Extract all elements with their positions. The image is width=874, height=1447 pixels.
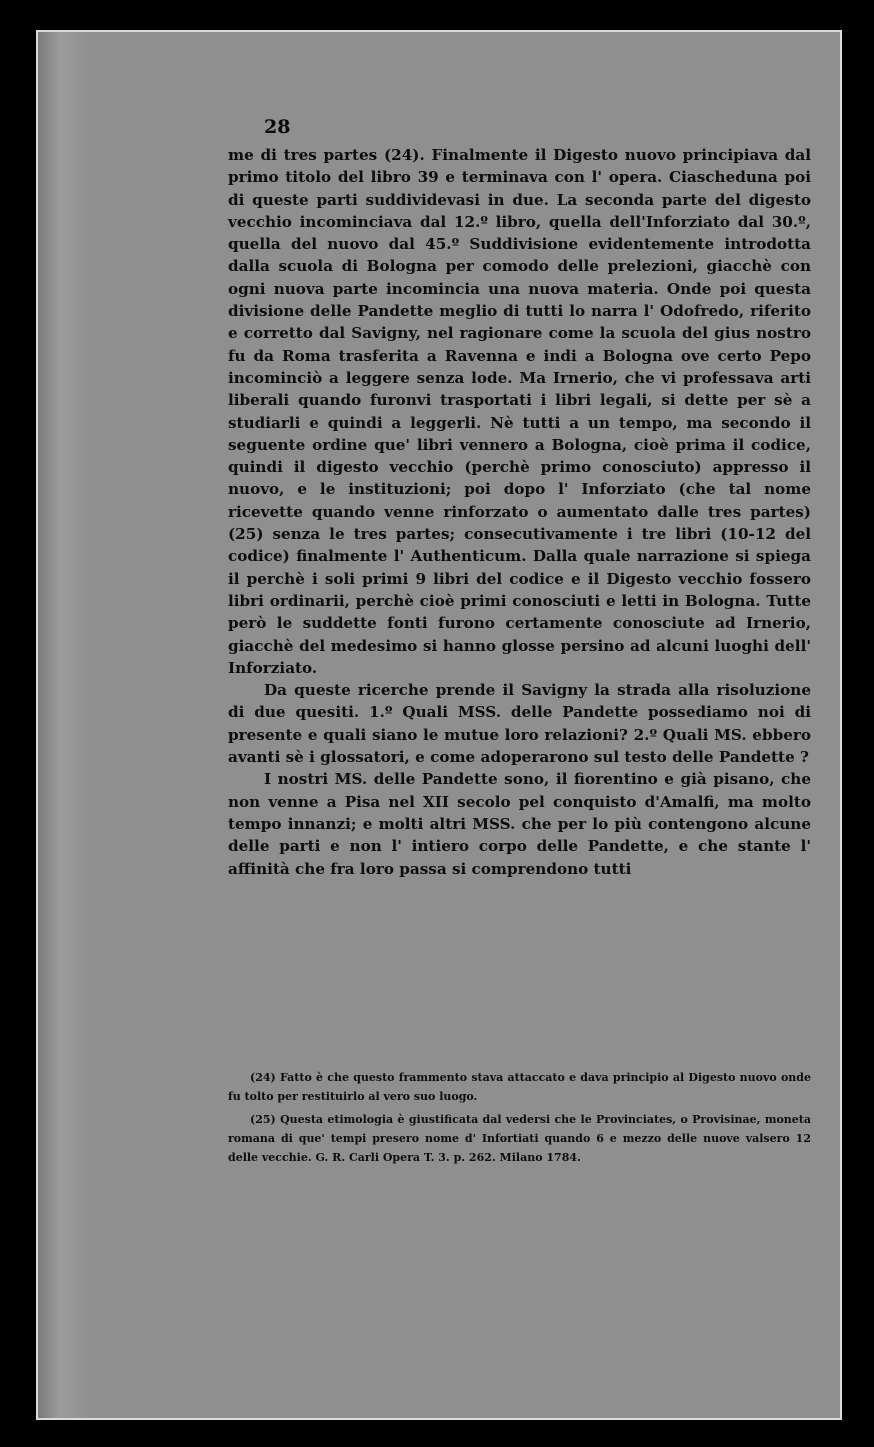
footnotes [228,1068,811,1171]
footnote: (24) Fatto è che questo frammento stava attaccato e dava principio al Digesto nuovo onde fu tolto per restituirlo al vero suo luogo. [228,1071,811,1103]
bleed-through-line [226,1044,811,1058]
footnote: (25) Questa etimologia è giustificata dal vedersi che le Provinciates, o Provisinae, moneta romana di que' tempi presero nome d' Infortiati quando 6 e mezzo delle nuove valsero 12 delle vecchie. G. R. Carli Opera T. 3. p. 262. Milano 1784. [228,1113,811,1164]
paragraph: I nostri MS. delle Pandette sono, il fiorentino e già pisano, che non venne a Pisa nel XII secolo pel conquisto d'Amalfi, ma molto tempo innanzi; e molti altri MSS. che per lo più contengono alcune delle parti e non l' intiero corpo delle Pandette, e che stante l' affinità che fra loro passa si comprendono tutti [228,770,811,878]
main-text [228,144,811,880]
page-number: 28 [264,116,291,138]
paragraph: me di tres partes (24). Finalmente il Digesto nuovo principiava dal primo titolo del libro 39 e terminava con l' opera. Ciaschedunа poi di queste parti suddividevasi in due. La seconda parte del digesto vecchio incominciava dal 12.º libro, quella dell'Inforziato dal 30.º, quella del nuovo dal 45.º Suddivisione evidentemente introdotta dalla scuola di Bologna per comodo delle prelezioni, giacchè con ogni nuova parte incomincia una nuova materia. Onde poi questa divisione delle Pandette meglio di tutti lo narra l' Odofredo, riferito e corretto dal Savigny, nel ragionare come la scuola del gius nostro fu da Roma trasferita a Ravenna e indi a Bologna ove certo Pepo incominciò a leggere senza lode. Ma Irnerio, che vi professava arti liberali quando furonvi trasportati i libri legali, si dette per sè a studiarli e quindi a leggerli. Nè tutti a un tempo, ma secondo il seguente ordine que' libri vennero a Bologna, cioè prima il codice, quindi il digesto vecchio (perchè primo conosciuto) appresso il nuovo, e le instituzioni; poi dopo l' Inforziato (che tal nome ricevette quando venne rinforzato o aumentato dalle tres partes) (25) senza le tres partes; consecutivamente i tre libri (10-12 del codice) finalmente l' Authenticum. Dalla quale narrazione si spiega il perchè i soli primi 9 libri del codice e il Digesto vecchio fossero libri ordinarii, perchè cioè primi conosciuti e letti in Bologna. Tutte però le suddette fonti furono certamente conosciute ad Irnerio, giacchè del medesimo si hanno glosse persino ad alcuni luoghi dell' Inforziato. [228,146,811,677]
paragraph: Da queste ricerche prende il Savigny la strada alla risoluzione di due quesiti. 1.º Quali MSS. delle Pandette possediamo noi di presente e quali siano le mutue loro relazioni? 2.º Quali MS. ebbero avanti sè i glossatori, e come adoperarono sul testo delle Pandette ? [228,681,811,767]
book-page [36,30,842,1420]
page-gutter-shadow [38,32,92,1418]
